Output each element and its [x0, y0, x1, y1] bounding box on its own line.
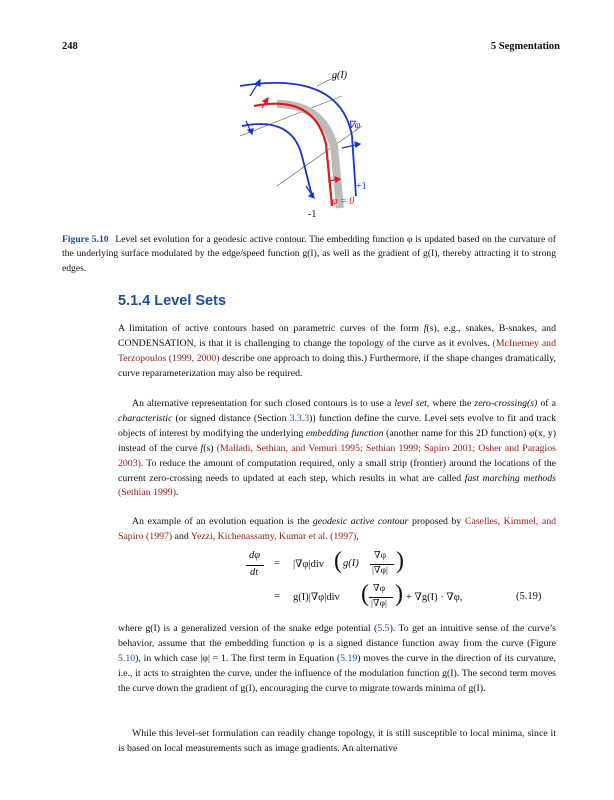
running-head: 5 Segmentation: [490, 41, 560, 52]
text-run: .: [175, 487, 179, 499]
text-run: zero-crossing(s): [474, 398, 538, 409]
lhs-denominator: dt: [250, 567, 259, 578]
text-run: (s), e.g., snakes, B-snakes, and CONDENSATION, is that it is challenging to change the topology of the curve as it evolves.: [118, 323, 556, 349]
text-run: where g(I) is a generalized version of the snake edge potential (: [118, 623, 378, 634]
paragraph-5: [118, 727, 556, 757]
phi-zero-label: φ = 0: [332, 196, 355, 207]
text-run: )) function define the curve. Level sets evolve to fit and track objects of interest by modifying the underlying: [118, 412, 556, 439]
citation-link[interactable]: (Sethian 1999): [118, 487, 176, 499]
plus-one-label: +1: [356, 181, 367, 192]
text-run: embedding function: [305, 427, 384, 439]
text-run: While this level-set formulation can readily change topology, it is still susceptible to local minima, since it is based on local measurements such as image gradients. An alternative: [118, 728, 556, 754]
frac-numerator-2: ∇φ: [373, 584, 386, 594]
text-run: level set: [394, 398, 427, 409]
text-run: f: [200, 442, 204, 454]
frac-denominator-2: |∇φ|: [371, 599, 387, 609]
equals-sign-2: =: [274, 591, 280, 602]
text-run: . To reduce the amount of computation required, only a small strip (frontier) around the locations of the current zero-crossing needs to updated at each step, which results in what are called: [118, 457, 556, 484]
figure-link[interactable]: 5.10: [118, 652, 136, 664]
section-link[interactable]: 3.3.3: [289, 412, 310, 424]
left-paren-2: (: [361, 581, 369, 607]
text-run: describe one approach to doing this.) Furthermore, if the shape changes dramatically, curve reparameterization may also be required.: [118, 352, 556, 379]
text-run: ,: [356, 530, 359, 542]
text-run: of a: [537, 398, 556, 409]
text-run: (s): [203, 442, 217, 454]
page-number: 248: [62, 41, 78, 52]
equals-sign: =: [274, 558, 280, 569]
g-of-i: g(I): [343, 558, 359, 569]
section-title: 5.1.4 Level Sets: [118, 293, 227, 309]
frac-numerator: ∇φ: [374, 551, 387, 561]
text-run: An example of an evolution equation is the: [132, 516, 313, 527]
lhs-numerator: dφ: [249, 550, 261, 561]
minus-one-label: -1: [308, 209, 317, 220]
text-run: proposed by: [408, 516, 465, 527]
text-run: , where the: [426, 398, 475, 409]
lhs-fraction-bar: [246, 565, 264, 566]
line2-prefix: g(I)|∇φ|div: [293, 592, 340, 603]
line2-suffix: + ∇g(I) · ∇φ,: [406, 592, 463, 603]
grad-phi-label: ∇φ: [348, 120, 361, 131]
text-run: fast marching methods: [464, 472, 556, 484]
citation-link[interactable]: Caselles, Kimmel, and Sapiro (1997): [118, 516, 557, 542]
level-set-figure: [222, 66, 422, 226]
caption-label: Figure 5.10: [62, 234, 109, 245]
text-run: ). To get an intuitive sense of the curve’s behavior, assume that the embedding function φ is a signed distance function away from the curve (Figure: [118, 623, 556, 649]
paragraph-2: [118, 397, 556, 501]
frac-denominator: |∇φ|: [372, 566, 388, 576]
equation-link[interactable]: 5.19: [340, 652, 358, 664]
paragraph-4: [118, 622, 556, 697]
text-run: (another name for this 2D function) φ(x, y) instead of the curve: [118, 427, 557, 454]
figure-caption: [62, 233, 556, 276]
citation-link[interactable]: (Malladi, Sethian, and Vemuri 1995; Sethian 1999; Sapiro 2001; Osher and Paragios 2003): [118, 442, 556, 469]
text-run: ) moves the curve in the direction of its curvature, i.e., it acts to straighten the curve, under the influence of the modulation function g(I). The second term moves the curve down the gradient of g(I), encouraging the curve to migrate towards minima of g(I).: [118, 652, 556, 694]
text-run: A limitation of active contours based on parametric curves of the form: [118, 323, 424, 334]
right-paren-2: ): [395, 581, 403, 607]
text-run: ), in which case |φ| = 1. The first term in Equation (: [135, 652, 341, 664]
paragraph-1: [118, 322, 556, 382]
text-run: and: [172, 530, 191, 542]
left-paren: (: [334, 548, 342, 574]
caption-text: Level set evolution for a geodesic active contour. The embedding function φ is updated based on the curvature of the underlying surface modulated by the edge/speed function g(I), as well as the gradient of g(I), thereby attracting it to strong edges.: [62, 234, 556, 274]
text-run: An alternative representation for such closed contours is to use a: [132, 398, 395, 409]
inner-contour: [242, 124, 312, 196]
line1-prefix: |∇φ|div: [293, 559, 325, 570]
citation-link[interactable]: Yezzi, Kichenassamy, Kumar et al. (1997): [190, 530, 357, 542]
paragraph-3: [118, 515, 556, 545]
citation-link[interactable]: (McInerney and Terzopoulos (1999, 2000): [118, 337, 556, 364]
equation-number: (5.19): [516, 591, 542, 602]
text-run: f: [423, 323, 427, 334]
text-run: geodesic active contour: [312, 516, 409, 527]
text-run: characteristic: [118, 412, 173, 424]
g-of-i-label: g(I): [332, 70, 347, 81]
text-run: (or signed distance (Section: [172, 412, 290, 424]
right-paren: ): [396, 548, 404, 574]
equation-link[interactable]: 5.5: [377, 623, 390, 634]
